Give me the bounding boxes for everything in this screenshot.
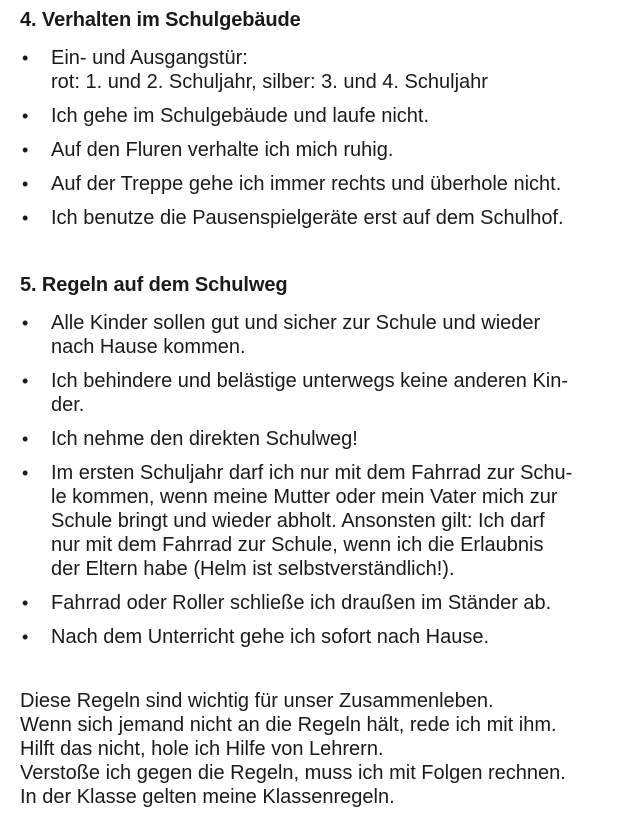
rule-list-item bbox=[0, 46, 611, 94]
bullet-icon: • bbox=[22, 593, 29, 613]
rule-text-line: nur mit dem Fahrrad zur Schule, wenn ich die Erlaubnis bbox=[51, 534, 544, 556]
rule-text-line: Auf der Treppe gehe ich immer rechts und überhole nicht. bbox=[51, 173, 562, 195]
rule-text-line: Ich behindere und belästige unterwegs keine anderen Kin- bbox=[51, 370, 569, 392]
bullet-icon: • bbox=[22, 106, 29, 126]
rule-list-item bbox=[0, 461, 611, 581]
rule-list-item bbox=[0, 311, 611, 359]
section-4-rules-list bbox=[0, 46, 620, 240]
closing-text-line: Hilft das nicht, hole ich Hilfe von Lehrern. bbox=[20, 738, 384, 760]
rule-list-item bbox=[0, 138, 611, 162]
rule-list-item bbox=[0, 172, 611, 196]
closing-paragraph bbox=[20, 689, 630, 809]
bullet-icon: • bbox=[22, 140, 29, 160]
rule-text-line: Alle Kinder sollen gut und sicher zur Schule und wieder bbox=[51, 312, 541, 334]
section-5-rules-list bbox=[0, 311, 620, 659]
rule-text-line: Ein- und Ausgangstür: bbox=[51, 47, 248, 69]
bullet-icon: • bbox=[22, 627, 29, 647]
rule-text-line: Nach dem Unterricht gehe ich sofort nach Hause. bbox=[51, 626, 489, 648]
bullet-icon: • bbox=[22, 463, 29, 483]
rule-text-line: le kommen, wenn meine Mutter oder mein Vater mich zur bbox=[51, 486, 558, 508]
bullet-icon: • bbox=[22, 313, 29, 333]
rule-text-line: rot: 1. und 2. Schuljahr, silber: 3. und 4. Schuljahr bbox=[51, 71, 488, 93]
rule-list-item bbox=[0, 427, 611, 451]
rule-list-item bbox=[0, 206, 611, 230]
closing-text-line: Verstoße ich gegen die Regeln, muss ich mit Folgen rechnen. bbox=[20, 762, 566, 784]
rule-text-line: Ich nehme den direkten Schulweg! bbox=[51, 428, 358, 450]
rule-list-item bbox=[0, 104, 611, 128]
rule-text-line: Im ersten Schuljahr darf ich nur mit dem Fahrrad zur Schu- bbox=[51, 462, 573, 484]
rule-list-item bbox=[0, 625, 611, 649]
bullet-icon: • bbox=[22, 429, 29, 449]
rule-text-line: Ich benutze die Pausenspielgeräte erst auf dem Schulhof. bbox=[51, 207, 564, 229]
rule-text-line: Fahrrad oder Roller schließe ich draußen im Ständer ab. bbox=[51, 592, 552, 614]
rule-text-line: der Eltern habe (Helm ist selbstverständlich!). bbox=[51, 558, 455, 580]
section-5-heading: 5. Regeln auf dem Schulweg bbox=[20, 274, 288, 296]
bullet-icon: • bbox=[22, 371, 29, 391]
closing-text-line: In der Klasse gelten meine Klassenregeln. bbox=[20, 786, 395, 808]
closing-text-line: Diese Regeln sind wichtig für unser Zusammenleben. bbox=[20, 690, 494, 712]
bullet-icon: • bbox=[22, 174, 29, 194]
rule-list-item bbox=[0, 369, 611, 417]
rule-text-line: nach Hause kommen. bbox=[51, 336, 246, 358]
rule-list-item bbox=[0, 591, 611, 615]
closing-text-line: Wenn sich jemand nicht an die Regeln hält, rede ich mit ihm. bbox=[20, 714, 557, 736]
bullet-icon: • bbox=[22, 48, 29, 68]
rule-text-line: Auf den Fluren verhalte ich mich ruhig. bbox=[51, 139, 394, 161]
rule-text-line: Ich gehe im Schulgebäude und laufe nicht. bbox=[51, 105, 430, 127]
bullet-icon: • bbox=[22, 208, 29, 228]
rule-text-line: Schule bringt und wieder abholt. Ansonsten gilt: Ich darf bbox=[51, 510, 545, 532]
rule-text-line: der. bbox=[51, 394, 85, 416]
section-4-heading: 4. Verhalten im Schulgebäude bbox=[20, 9, 301, 31]
